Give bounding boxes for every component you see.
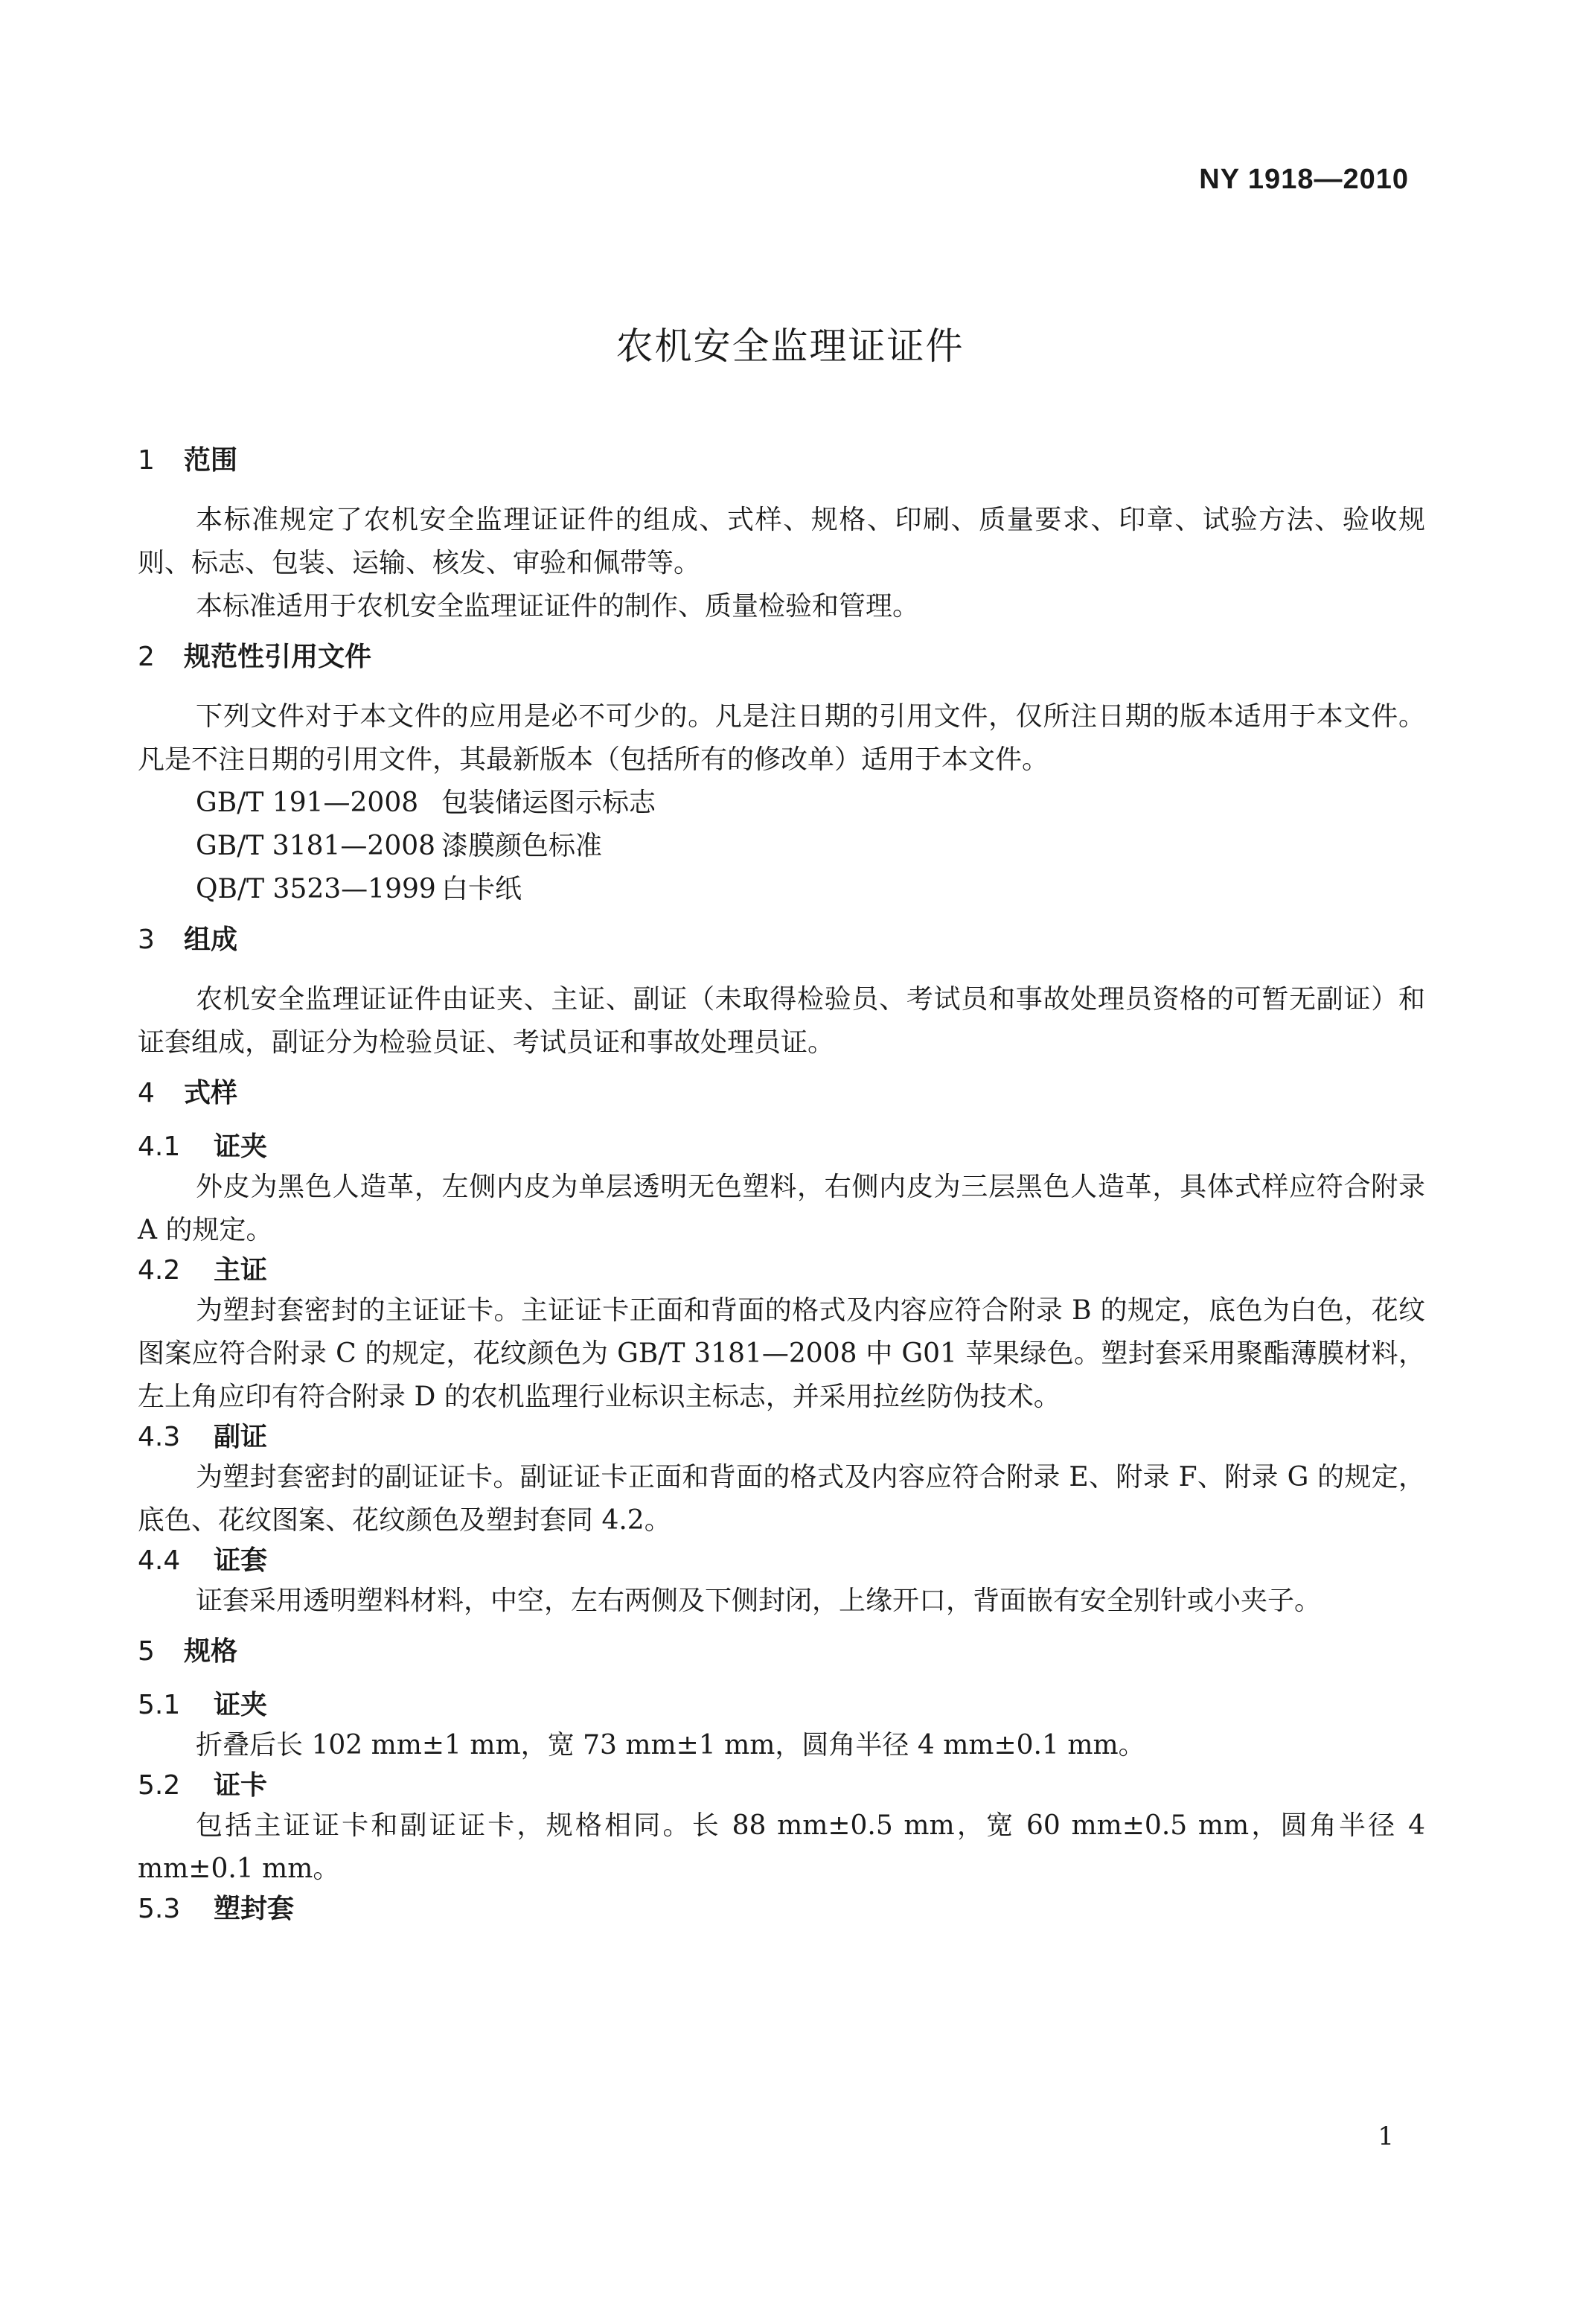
document-body	[138, 442, 1425, 1928]
paragraph: 包括主证证卡和副证证卡，规格相同。长 88 mm±0.5 mm，宽 60 mm±0.5 mm，圆角半径 4 mm±0.1 mm。	[138, 1810, 1425, 1884]
section-heading-3	[138, 922, 1425, 959]
page-number: 1	[1378, 2122, 1394, 2151]
section-title: 规格	[184, 1636, 238, 1667]
paragraph: 本标准规定了农机安全监理证证件的组成、式样、规格、印刷、质量要求、印章、试验方法、验收规则、标志、包装、运输、核发、审验和佩带等。	[138, 505, 1425, 578]
paragraph: 为塑封套密封的副证证卡。副证证卡正面和背面的格式及内容应符合附录 E、附录 F、附录 G 的规定，底色、花纹图案、花纹颜色及塑封套同 4.2。	[138, 1462, 1425, 1536]
section-heading-5	[138, 1633, 1425, 1670]
section-title: 范围	[184, 445, 238, 476]
section-heading-4	[138, 1075, 1425, 1112]
subsection-heading-5-2	[138, 1767, 1425, 1804]
reference-item: QB/T 3523—1999 白卡纸	[196, 874, 522, 904]
subsection-title: 证套	[214, 1545, 268, 1576]
subsection-number: 4.3	[138, 1422, 181, 1452]
paragraph: 外皮为黑色人造革，左侧内皮为单层透明无色塑料，右侧内皮为三层黑色人造革，具体式样应符合附录 A 的规定。	[138, 1172, 1425, 1245]
paragraph: 农机安全监理证证件由证夹、主证、副证（未取得检验员、考试员和事故处理员资格的可暂无副证）和证套组成，副证分为检验员证、考试员证和事故处理员证。	[138, 984, 1425, 1058]
paragraph: 证套采用透明塑料材料，中空，左右两侧及下侧封闭，上缘开口，背面嵌有安全别针或小夹子。	[196, 1586, 1322, 1616]
subsection-number: 5.1	[138, 1690, 181, 1720]
section-number: 4	[138, 1078, 155, 1108]
subsection-title: 塑封套	[214, 1894, 295, 1924]
subsection-heading-5-1	[138, 1687, 1425, 1724]
subsection-heading-5-3	[138, 1891, 1425, 1928]
subsection-title: 主证	[214, 1255, 268, 1286]
subsection-number: 4.1	[138, 1131, 181, 1162]
section-title: 规范性引用文件	[184, 642, 372, 672]
subsection-number: 4.4	[138, 1545, 181, 1576]
section-heading-2	[138, 639, 1425, 676]
reference-item: GB/T 3181—2008 漆膜颜色标准	[196, 831, 603, 861]
section-title: 组成	[184, 925, 238, 955]
paragraph: 为塑封套密封的主证证卡。主证证卡正面和背面的格式及内容应符合附录 B 的规定，底色为白色，花纹图案应符合附录 C 的规定，花纹颜色为 GB/T 3181—2008 中 G01 苹果绿色。塑封套采用聚酯薄膜材料，左上角应印有符合附录 D 的农机监理行业标识主标志，并采用拉丝防伪技术。	[138, 1295, 1425, 1412]
subsection-title: 副证	[214, 1422, 268, 1452]
subsection-heading-4-3	[138, 1419, 1425, 1456]
subsection-heading-4-1	[138, 1129, 1425, 1166]
standard-code: NY 1918—2010	[1199, 164, 1409, 195]
section-number: 5	[138, 1636, 155, 1667]
subsection-title: 证夹	[214, 1131, 268, 1162]
section-title: 式样	[184, 1078, 238, 1108]
subsection-number: 5.2	[138, 1770, 181, 1801]
section-number: 2	[138, 642, 155, 672]
subsection-title: 证夹	[214, 1690, 268, 1720]
paragraph: 折叠后长 102 mm±1 mm，宽 73 mm±1 mm，圆角半径 4 mm±0.1 mm。	[196, 1730, 1145, 1760]
subsection-heading-4-4	[138, 1542, 1425, 1580]
section-number: 1	[138, 445, 155, 476]
subsection-number: 5.3	[138, 1894, 181, 1924]
subsection-title: 证卡	[214, 1770, 268, 1801]
paragraph: 本标准适用于农机安全监理证证件的制作、质量检验和管理。	[196, 591, 920, 622]
section-number: 3	[138, 925, 155, 955]
paragraph: 下列文件对于本文件的应用是必不可少的。凡是注日期的引用文件，仅所注日期的版本适用于本文件。凡是不注日期的引用文件，其最新版本（包括所有的修改单）适用于本文件。	[138, 701, 1425, 775]
subsection-number: 4.2	[138, 1255, 181, 1286]
document-title: 农机安全监理证证件	[615, 325, 965, 368]
subsection-heading-4-2	[138, 1252, 1425, 1289]
section-heading-1	[138, 442, 1425, 479]
reference-item: GB/T 191—2008 包装储运图示标志	[196, 788, 656, 818]
